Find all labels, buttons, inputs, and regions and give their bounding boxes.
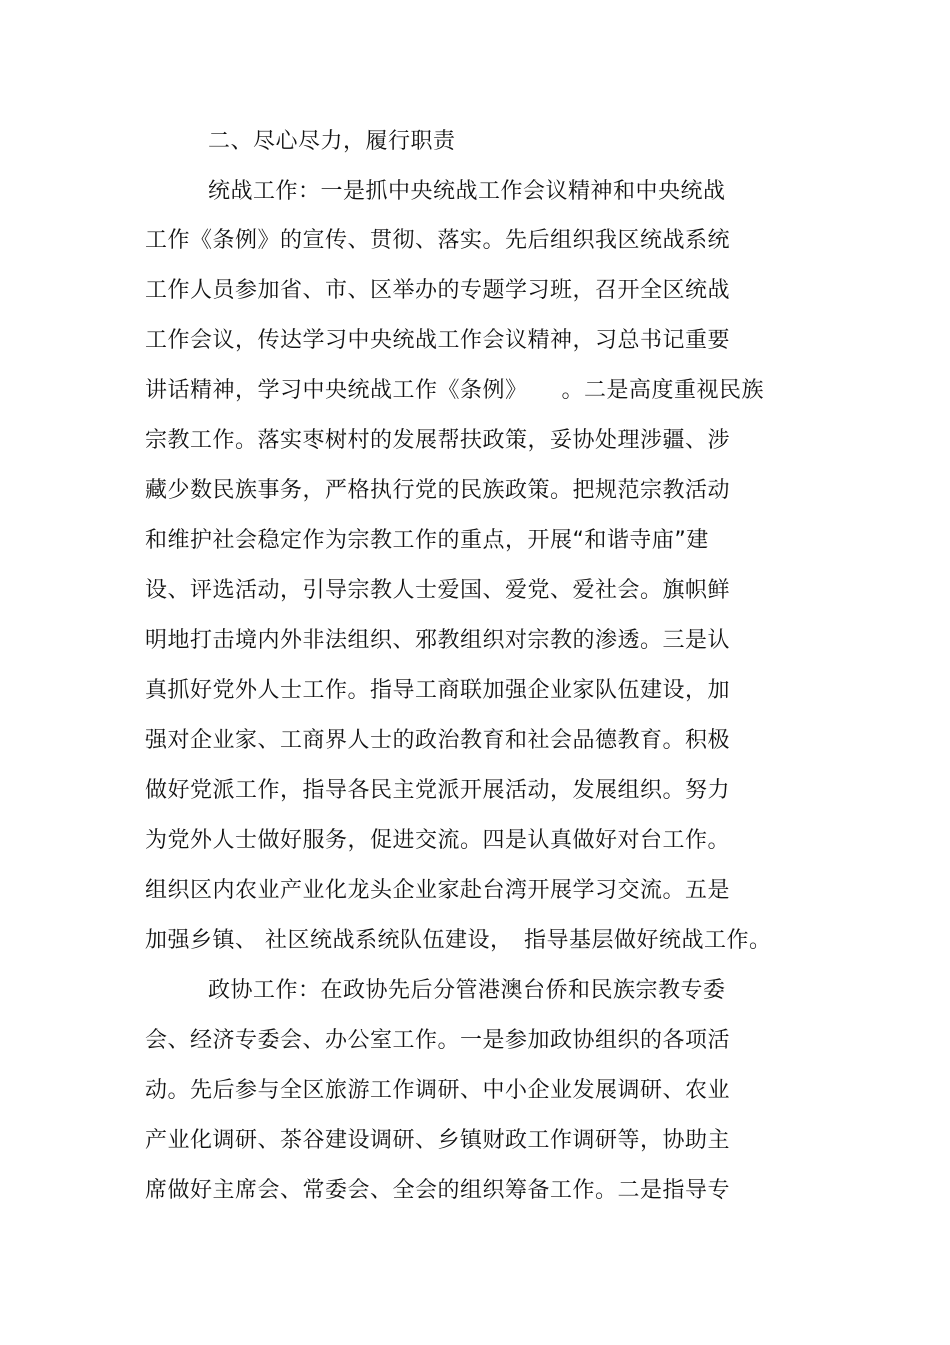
paragraph-line: 明地打击境内外非法组织、邪教组织对宗教的渗透。三是认	[145, 628, 731, 653]
paragraph-line: 席做好主席会、常委会、全会的组织筹备工作。二是指导专	[145, 1178, 731, 1203]
paragraph-line: 工作会议，传达学习中央统战工作会议精神，习总书记重要	[145, 328, 731, 353]
paragraph-line: 藏少数民族事务，严格执行党的民族政策。把规范宗教活动	[145, 478, 731, 503]
paragraph-line: 产业化调研、茶谷建设调研、乡镇财政工作调研等，协助主	[145, 1128, 731, 1153]
paragraph-line: 讲话精神，学习中央统战工作《条例》 。二是高度重视民族	[145, 378, 765, 403]
paragraph-line: 做好党派工作，指导各民主党派开展活动，发展组织。努力	[145, 778, 731, 803]
paragraph-line: 组织区内农业产业化龙头企业家赴台湾开展学习交流。五是	[145, 878, 731, 903]
paragraph-line: 设、评选活动，引导宗教人士爱国、爱党、爱社会。旗帜鲜	[145, 578, 731, 603]
paragraph-line: 工作《条例》的宣传、贯彻、落实。先后组织我区统战系统	[145, 228, 731, 253]
section-heading: 二、尽心尽力，履行职责	[208, 129, 456, 154]
paragraph-line: 宗教工作。落实枣树村的发展帮扶政策，妥协处理涉疆、涉	[145, 428, 731, 453]
paragraph-line: 为党外人士做好服务，促进交流。四是认真做好对台工作。	[145, 828, 731, 853]
paragraph-line: 工作人员参加省、市、区举办的专题学习班，召开全区统战	[145, 278, 731, 303]
paragraph-line: 统战工作：一是抓中央统战工作会议精神和中央统战	[208, 179, 726, 204]
paragraph-line: 加强乡镇、 社区统战系统队伍建设， 指导基层做好统战工作。	[145, 928, 772, 953]
paragraph-line: 政协工作：在政协先后分管港澳台侨和民族宗教专委	[208, 978, 726, 1003]
paragraph-line: 动。先后参与全区旅游工作调研、中小企业发展调研、农业	[145, 1078, 731, 1103]
paragraph-line: 强对企业家、工商界人士的政治教育和社会品德教育。积极	[145, 728, 731, 753]
paragraph-line: 和维护社会稳定作为宗教工作的重点，开展“和谐寺庙”建	[145, 528, 709, 553]
paragraph-line: 真抓好党外人士工作。指导工商联加强企业家队伍建设，加	[145, 678, 731, 703]
paragraph-line: 会、经济专委会、办公室工作。一是参加政协组织的各项活	[145, 1028, 731, 1053]
